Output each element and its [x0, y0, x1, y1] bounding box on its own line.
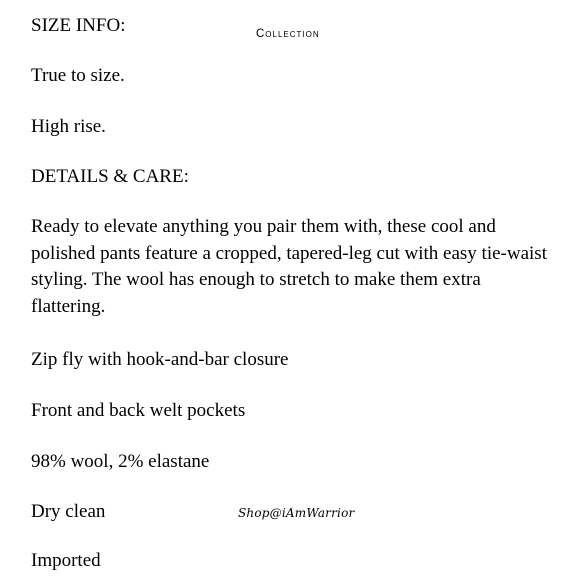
- size-info-heading: SIZE INFO:: [31, 15, 126, 36]
- details-description: Ready to elevate anything you pair them with, these cool and polished pants feature a cropped, tapered-leg cut with easy tie-waist styling. The wool has enough to stretch to make them extra flattering.: [31, 216, 547, 317]
- details-item: Zip fly with hook-and-bar closure: [31, 349, 289, 370]
- brand-label: Collection: [256, 28, 320, 40]
- size-info-item: True to size.: [31, 65, 125, 86]
- details-item: Imported: [31, 550, 101, 571]
- size-info-item: High rise.: [31, 116, 106, 137]
- details-item: Dry clean: [31, 501, 106, 522]
- watermark: Shop@iAmWarrior: [238, 506, 355, 520]
- details-item: 98% wool, 2% elastane: [31, 451, 210, 472]
- details-item: Front and back welt pockets: [31, 400, 246, 421]
- details-heading: DETAILS & CARE:: [31, 166, 189, 187]
